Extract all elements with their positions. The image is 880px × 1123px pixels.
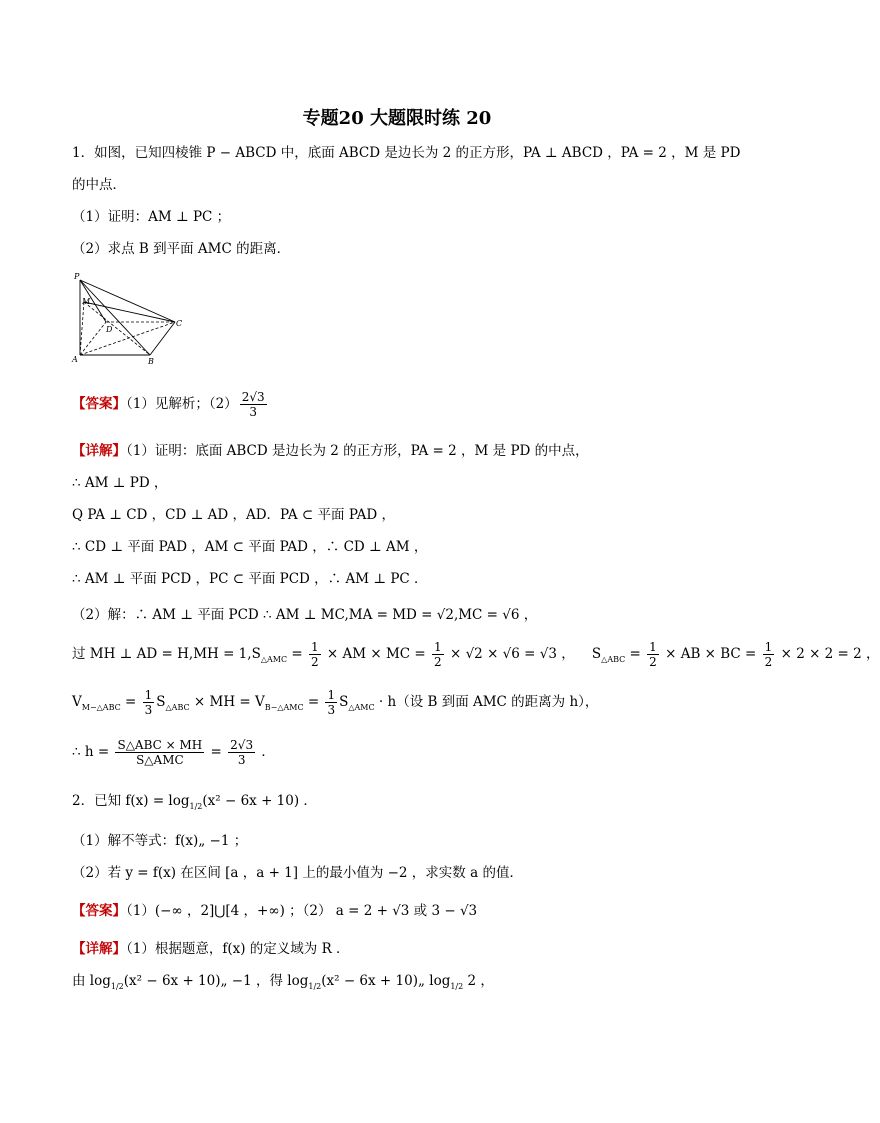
answer-tag: 【答案】 [72,396,126,412]
q1-answer [72,390,269,419]
label-A: A [72,355,78,364]
q1-detail-line7: 过 MH ⊥ AD = $H,MH = 1,S_{\triangle AMC}$ = $\frac{1}{2}$ × AM × MC = $\frac{1}{2}$ × √2 × √6 = √3 ， $S_{\triangle ABC}$ = $\frac{1}{2}$ × AB × BC = $\frac{1}{2}$ × 2 × 2 = 2 ， [72,640,880,669]
q2-answer-tag: 【答案】 [72,903,126,919]
q2-part2: （2）若 y = f(x) 在区间 [a ，a + 1] 上的最小值为 −2 ，求实数 a 的值． [72,865,523,881]
answer-text: （1）见解析；（2） [126,396,238,412]
q1-part1: （1）证明：AM ⊥ PC ； [72,209,231,225]
q1-stem-line2: 的中点． [72,177,126,193]
q1-part2: （2）求点 B 到平面 AMC 的距离． [72,241,291,257]
q1-detail-line2: ∴ AM ⊥ PD ， [72,475,168,491]
q1-detail-line6: （2）解：∴ AM ⊥ 平面 PCD ∴ AM ⊥ MC,MA = MD = √2,MC = √6 ， [72,607,538,623]
answer-fraction: $\frac{2√3}{3}$ [241,390,265,419]
q1-detail-line3: Q PA ⊥ CD ，CD ⊥ AD ，AD．PA ⊂ 平面 PAD ， [72,507,396,523]
detail-tag: 【详解】 [72,443,126,459]
q1-detail-line5: ∴ AM ⊥ 平面 PCD ，PC ⊂ 平面 PCD ，∴ AM ⊥ PC ． [72,571,428,587]
label-P: P [74,272,80,281]
q2-detail-line2: 由 $\log_{1/2}(x^2 - 6x$ + 10)„ −1 ，得 $\log_{1/2}(x^2 - 6x$ + 10)„ $\log_{1/2} 2$ ， [72,973,494,991]
pyramid-figure [70,270,190,370]
q2-detail-line1: 【详解】（1）根据题意，f(x) 的定义域为 R ． [72,941,350,957]
page-title: 专题20 大题限时练 20 [302,108,492,129]
q2-part1: （1）解不等式：f(x)„ −1 ； [72,833,248,849]
q2-stem: 2．已知 $f(x) = \log_{1/2}(x^2 - 6x + 10)$ ． [72,793,317,811]
label-C: C [176,319,183,328]
label-B: B [148,357,154,366]
q2-detail-tag: 【详解】 [72,941,126,957]
q1-stem-line1: 1．如图，已知四棱锥 P − ABCD 中，底面 ABCD 是边长为 2 的正方形，PA ⊥ ABCD ，PA = 2 ，M 是 PD [72,145,741,161]
q1-detail-line4: ∴ CD ⊥ 平面 PAD ，AM ⊂ 平面 PAD ，∴ CD ⊥ AM ， [72,539,428,555]
label-M: M [82,297,91,306]
q1-detail-line1: 【详解】（1）证明：底面 ABCD 是边长为 2 的正方形，PA = 2 ，M 是 PD 的中点， [72,443,589,459]
q1-detail-line8: $V_{M-\triangle ABC}$ = $\frac{1}{3}$ $S_{\triangle ABC}$ × MH = $V_{B-\triangle AMC}$ = $\frac{1}{3}$ $S_{\triangle AMC} \cdot h$（设 B 到面 AMC 的距离为 h）， [72,688,599,717]
q2-answer: 【答案】（1）(−∞ ，2]⋃[4 ，+∞) ；（2） a = 2 + √3 或 3 − √3 [72,903,478,919]
label-D: D [106,325,113,334]
q1-detail-line9: ∴ h = $\frac{\text{S△ABC × MH}}{\text{S△AMC}}$ = $\frac{2√3}{3}$ ． [72,738,275,767]
